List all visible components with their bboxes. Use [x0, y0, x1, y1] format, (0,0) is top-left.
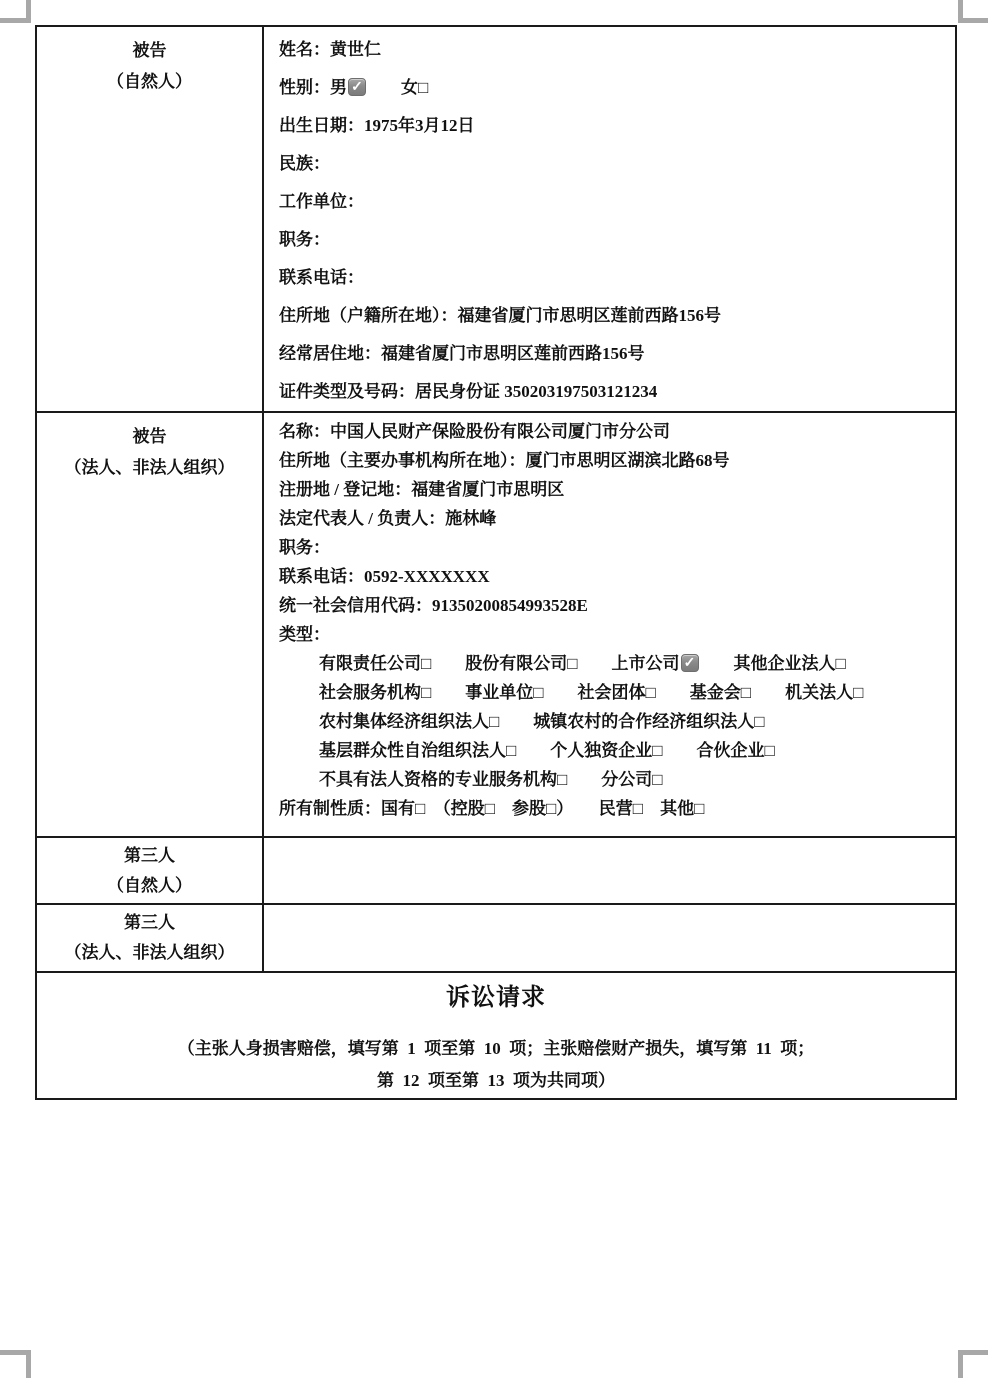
form-line: 工作单位： [279, 192, 364, 211]
row-label-text: （自然人） [107, 72, 192, 91]
form-line: 社会服务机构□ 事业单位□ 社会团体□ 基金会□ 机关法人□ [319, 683, 864, 702]
form-text: 其他企业法人□ [699, 654, 846, 673]
row-label-defendant-org [36, 412, 263, 837]
form-line: 联系电话：0592-XXXXXXX [279, 567, 490, 586]
form-text: 女□ [367, 78, 429, 97]
row-label-text: 第三人 [124, 845, 175, 865]
form-line: 基层群众性自治组织法人□ 个人独资企业□ 合伙企业□ [319, 741, 775, 760]
form-line: 联系电话： [279, 268, 364, 287]
claims-note-line-2: 第 12 项至第 13 项为共同项） [377, 1071, 615, 1090]
form-line: 住所地（主要办事机构所在地）：厦门市思明区湖滨北路68号 [279, 451, 730, 470]
form-line: 经常居住地：福建省厦门市思明区莲前西路156号 [279, 344, 645, 363]
form-line: 不具有法人资格的专业服务机构□ 分公司□ [319, 770, 663, 789]
row-label-text: （自然人） [107, 875, 192, 895]
table-row-defendant-natural [36, 26, 956, 412]
form-line: 名称：中国人民财产保险股份有限公司厦门市分公司 [279, 422, 670, 441]
row-label-text: 第三人 [124, 913, 175, 932]
third-party-natural-fields-empty [263, 837, 956, 904]
crop-mark-bottom-left-icon [0, 1350, 31, 1378]
form-line: 统一社会信用代码：91350200854993528E [279, 596, 588, 615]
form-line: 出生日期：1975年3月12日 [279, 116, 475, 135]
table-row-third-party-org [36, 904, 956, 972]
form-line: 所有制性质：国有□ （控股□ 参股□） 民营□ 其他□ [279, 799, 705, 818]
row-label-text: 被告 [132, 427, 167, 446]
row-label-text: 被告 [132, 41, 167, 60]
form-line: 法定代表人 / 负责人：施林峰 [279, 509, 497, 528]
form-text: 有限责任公司□ 股份有限公司□ 上市公司 [319, 654, 680, 673]
complaint-form-table [35, 25, 957, 1100]
form-line [279, 69, 945, 107]
crop-mark-top-right-icon [958, 0, 988, 23]
form-line: 住所地（户籍所在地）：福建省厦门市思明区莲前西路156号 [279, 306, 721, 325]
form-line: 注册地 / 登记地：福建省厦门市思明区 [279, 480, 565, 499]
claims-note-line-1: （主张人身损害赔偿，填写第 1 项至第 10 项；主张赔偿财产损失，填写第 11 项； [177, 1039, 815, 1058]
form-line: 民族： [279, 154, 330, 173]
form-line: 证件类型及号码：居民身份证 350203197503121234 [279, 382, 658, 401]
row-label-text: （法人、非法人组织） [64, 943, 235, 962]
defendant-org-fields [263, 412, 956, 837]
form-line [279, 649, 945, 678]
table-row-defendant-org [36, 412, 956, 837]
table-row-claims [36, 972, 956, 1099]
checkbox-checked-icon[interactable]: ✓ [348, 78, 366, 96]
table-row-third-party-natural [36, 837, 956, 904]
row-label-defendant-natural [36, 26, 263, 412]
defendant-natural-fields [263, 26, 956, 412]
form-line: 类型： [279, 625, 330, 644]
form-line: 姓名：黄世仁 [279, 40, 381, 59]
form-line: 农村集体经济组织法人□ 城镇农村的合作经济组织法人□ [319, 712, 765, 731]
row-label-third-party-org [36, 904, 263, 972]
crop-mark-top-left-icon [0, 0, 31, 23]
claims-section [36, 972, 956, 1099]
form-text: 性别：男 [279, 78, 347, 97]
row-label-text: （法人、非法人组织） [64, 458, 235, 477]
form-line: 职务： [279, 538, 330, 557]
row-label-third-party-natural [36, 837, 263, 904]
third-party-org-fields-empty [263, 904, 956, 972]
form-line: 职务： [279, 230, 330, 249]
checkbox-checked-icon[interactable]: ✓ [681, 654, 699, 672]
claims-title: 诉讼请求 [446, 985, 546, 1011]
crop-mark-bottom-right-icon [958, 1350, 988, 1378]
